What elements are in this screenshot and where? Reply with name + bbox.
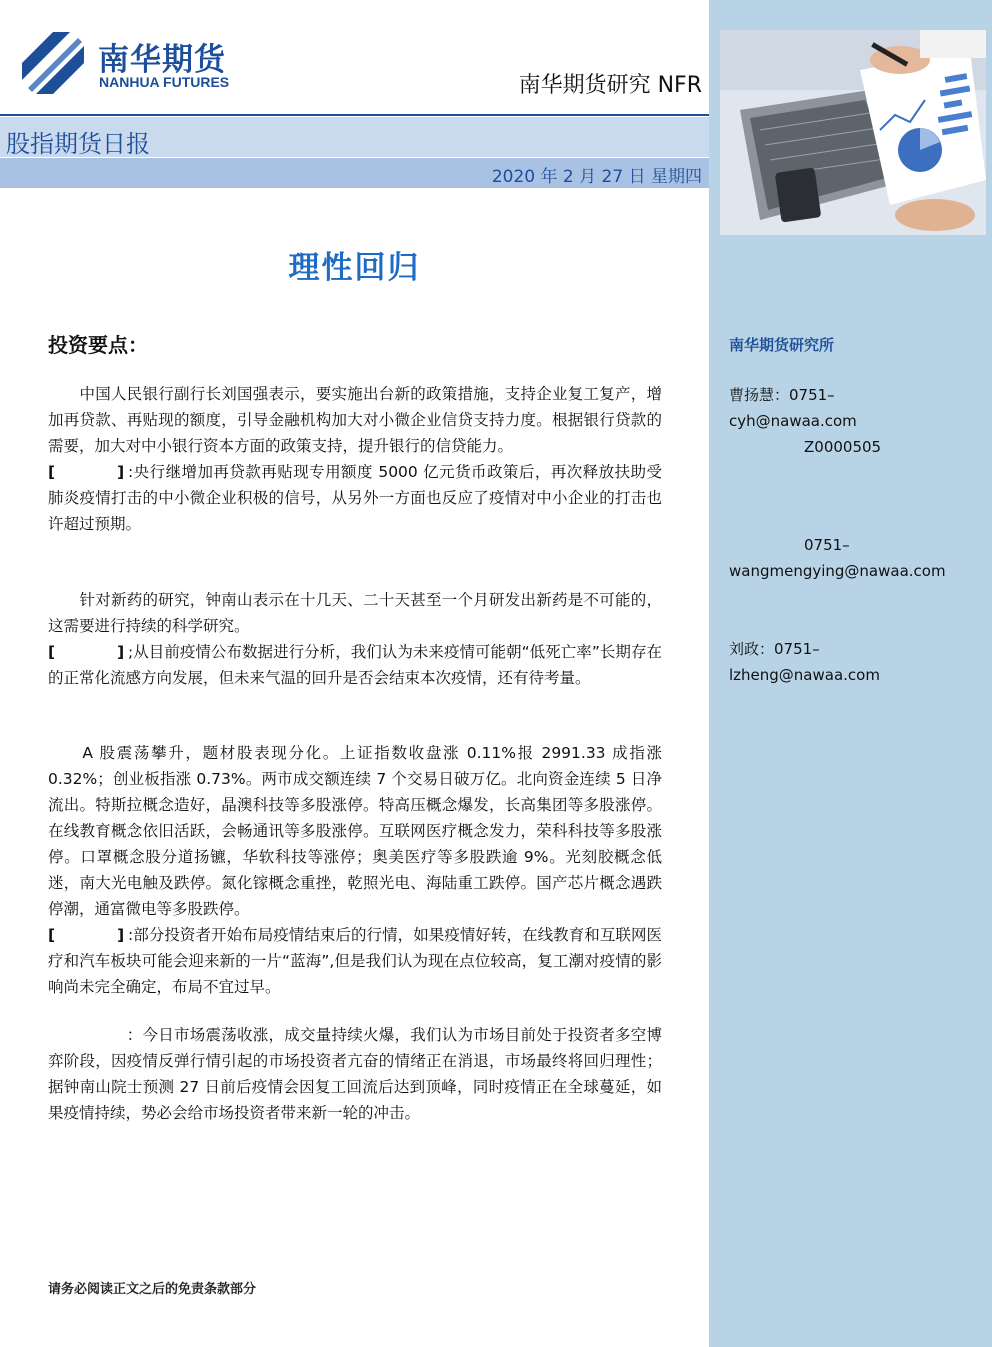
contact-1-name-phone: 曹扬慧：0751– (729, 386, 835, 404)
sidebar-institute: 南华期货研究所 (729, 336, 835, 354)
contact-1-license: Z0000505 (729, 438, 882, 456)
paragraph-3: 针对新药的研究，钟南山表示在十几天、二十天甚至一个月研发出新药是不可能的，这需要进行持续的科学研究。 (48, 591, 662, 635)
paragraph-group-4 (48, 1022, 662, 1126)
header-divider (0, 114, 709, 116)
contact-3 (729, 636, 880, 688)
paragraph-group-1 (48, 381, 662, 537)
paragraph-7: ：今日市场震荡收涨，成交量持续火爆，我们认为市场目前处于投资者多空博弈阶段，因疫情反弹行情引起的市场投资者亢奋的情绪正在消退，市场最终将回归理性；据钟南山院士预测 27 日前后疫情会因复工回流后达到顶峰，同时疫情正在全球蔓延，如果疫情持续，势必会给市场投资者带来新一轮的冲击。 (48, 1026, 662, 1122)
contact-3-name-phone: 刘政：0751– (729, 640, 820, 658)
logo-name-en: NANHUA FUTURES (99, 74, 230, 90)
contact-2 (729, 532, 946, 584)
paragraph-1: 中国人民银行副行长刘国强表示，要实施出台新的政策措施，支持企业复工复产，增加再贷款、再贴现的额度，引导金融机构加大对小微企业信贷支持力度。根据银行贷款的需要，加大对中小银行资本方面的政策支持，提升银行的信贷能力。 (48, 385, 662, 455)
company-logo (20, 30, 250, 100)
paragraph-group-3 (48, 740, 662, 1000)
report-type-title: 股指期货日报 (6, 130, 150, 158)
contact-2-name-phone: 0751– (729, 536, 850, 554)
paragraph-5: A 股震荡攀升，题材股表现分化。上证指数收盘涨 0.11%报 2991.33 成指涨 0.32%；创业板指涨 0.73%。两市成交额连续 7 个交易日破万亿。北向资金连续 5 日净流出。特斯拉概念造好，晶澳科技等多股涨停。特高压概念爆发，长高集团等多股涨停。在线教育概念依旧活跃，会畅通讯等多股涨停。互联网医疗概念发力，荣科科技等多股涨停。口罩概念股分道扬镳，华软科技等涨停；奥美医疗等多股跌逾 9%。光刻胶概念低迷，南大光电触及跌停。氮化镓概念重挫，乾照光电、海陆重工跌停。国产芯片概念遇跌停潮，通富微电等多股跌停。 (48, 744, 662, 918)
paragraph-6: [ ] :部分投资者开始布局疫情结束后的行情，如果疫情好转，在线教育和互联网医疗和汽车板块可能会迎来新的一片“蓝海”,但是我们认为现在点位较高，复工潮对疫情的影响尚未完全确定，布局不宜过早。 (48, 926, 662, 996)
research-label: 南华期货研究 NFR (518, 73, 702, 98)
logo-name-cn: 南华期货 (98, 42, 226, 78)
cover-photo (720, 30, 986, 235)
paragraph-4: [ ] ;从目前疫情公布数据进行分析，我们认为未来疫情可能朝“低死亡率”长期存在的正常化流感方向发展，但未来气温的回升是否会结束本次疫情，还有待考量。 (48, 643, 662, 687)
contact-2-email[interactable]: wangmengying@nawaa.com (729, 562, 946, 580)
paragraph-2: [ ] :央行继增加再贷款再贴现专用额度 5000 亿元货币政策后，再次释放扶助受肺炎疫情打击的中小微企业积极的信号，从另外一方面也反应了疫情对中小企业的打击也许超过预期。 (48, 463, 662, 533)
report-title: 理性回归 (288, 250, 421, 286)
laptop-chart-illustration (720, 30, 986, 235)
nanhua-logo-icon (20, 30, 86, 96)
contact-1 (729, 382, 881, 460)
report-date: 2020 年 2 月 27 日 星期四 (491, 167, 702, 187)
disclaimer-note: 请务必阅读正文之后的免责条款部分 (48, 1282, 257, 1297)
paragraph-group-2 (48, 587, 662, 691)
contact-1-email[interactable]: cyh@nawaa.com (729, 412, 857, 430)
section-heading: 投资要点： (48, 333, 148, 357)
contact-3-email[interactable]: lzheng@nawaa.com (729, 666, 880, 684)
